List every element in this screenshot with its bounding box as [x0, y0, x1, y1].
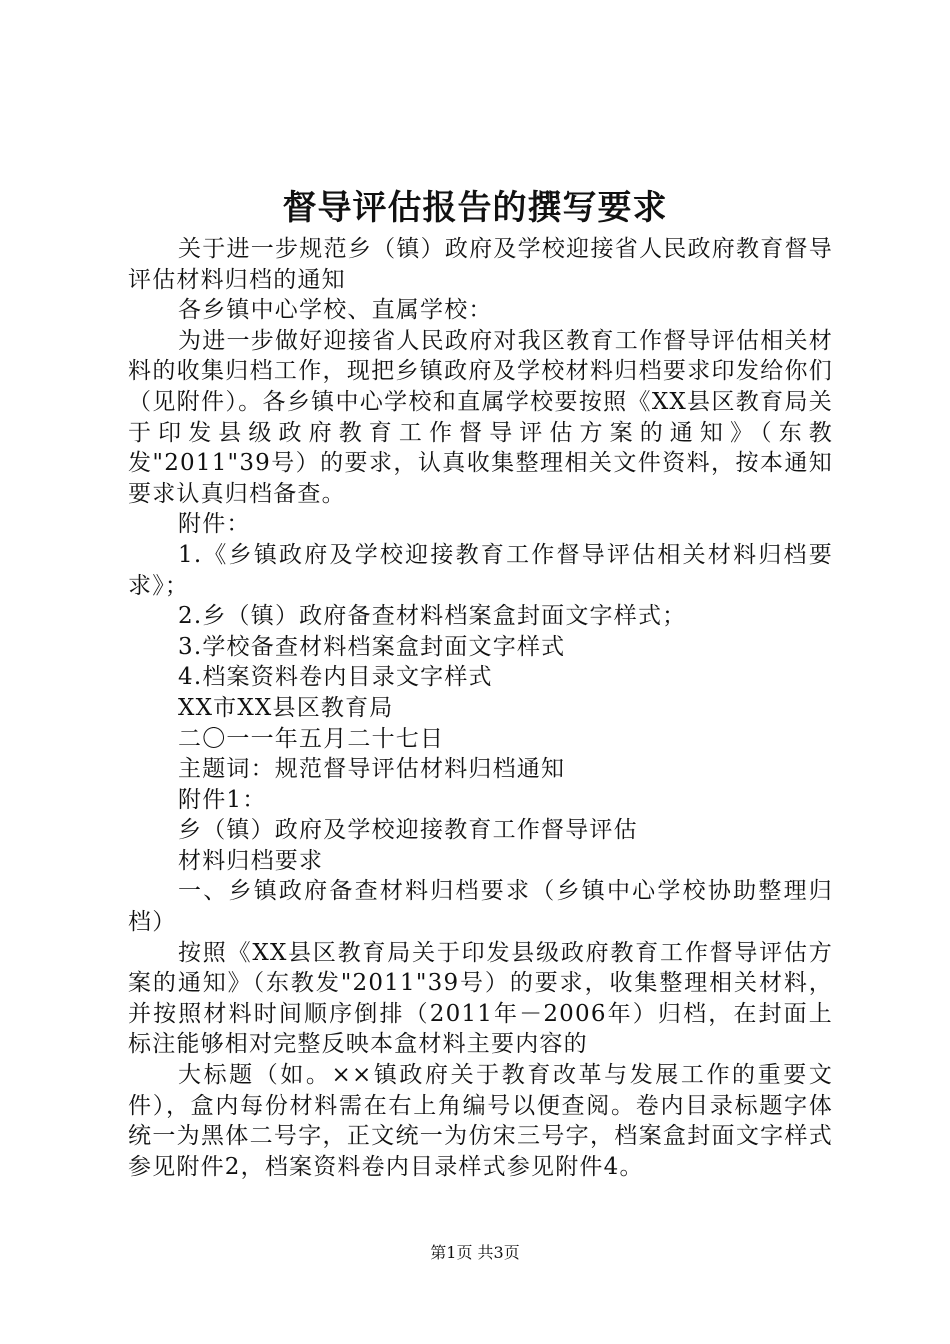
notice-heading: 关于进一步规范乡（镇）政府及学校迎接省人民政府教育督导评估材料归档的通知	[128, 236, 833, 293]
attachment-1-title-line1: 乡（镇）政府及学校迎接教育工作督导评估	[178, 817, 638, 844]
body-paragraph: 为进一步做好迎接省人民政府对我区教育工作督导评估相关材料的收集归档工作，现把乡镇政府及学校材料归档要求印发给你们（见附件）。各乡镇中心学校和直属学校要按照《XX县区教育局关于印发县级政府教育工作督导评估方案的通知》（东教发"2011"39号）的要求，认真收集整理相关文件资料，按本通知要求认真归档备查。	[128, 327, 833, 507]
body-paragraph: 按照《XX县区教育局关于印发县级政府教育工作督导评估方案的通知》（东教发"2011"39号）的要求，收集整理相关材料，并按照材料时间顺序倒排（2011年－2006年）归档，在封面上标注能够相对完整反映本盒材料主要内容的	[128, 939, 833, 1058]
attachment-1-title-line2: 材料归档要求	[178, 847, 324, 874]
subject-keywords: 主题词：规范督导评估材料归档通知	[178, 756, 566, 783]
issuer: XX市XX县区教育局	[178, 694, 394, 721]
attachment-item: 1.《乡镇政府及学校迎接教育工作督导评估相关材料归档要求》；	[128, 541, 833, 599]
attachment-item: 3.学校备查材料档案盒封面文字样式	[178, 633, 566, 660]
issue-date: 二〇一一年五月二十七日	[178, 725, 445, 752]
document-body	[128, 234, 833, 1182]
attachments-label: 附件：	[178, 511, 251, 538]
section-heading: 一、乡镇政府备查材料归档要求（乡镇中心学校协助整理归档）	[128, 878, 833, 936]
page-footer: 第1页 共3页	[430, 1243, 520, 1262]
attachment-item: 2.乡（镇）政府备查材料档案盒封面文字样式；	[178, 603, 687, 630]
body-paragraph: 大标题（如。××镇政府关于教育改革与发展工作的重要文件），盒内每份材料需在右上角编号以便查阅。卷内目录标题字体统一为黑体二号字，正文统一为仿宋三号字，档案盒封面文字样式参见附件2，档案资料卷内目录样式参见附件4。	[128, 1062, 833, 1180]
attachment-item: 4.档案资料卷内目录文字样式	[178, 664, 493, 691]
attachment-1-label: 附件1：	[178, 786, 267, 813]
document-title: 督导评估报告的撰写要求	[282, 188, 668, 228]
salutation: 各乡镇中心学校、直属学校：	[178, 297, 493, 324]
